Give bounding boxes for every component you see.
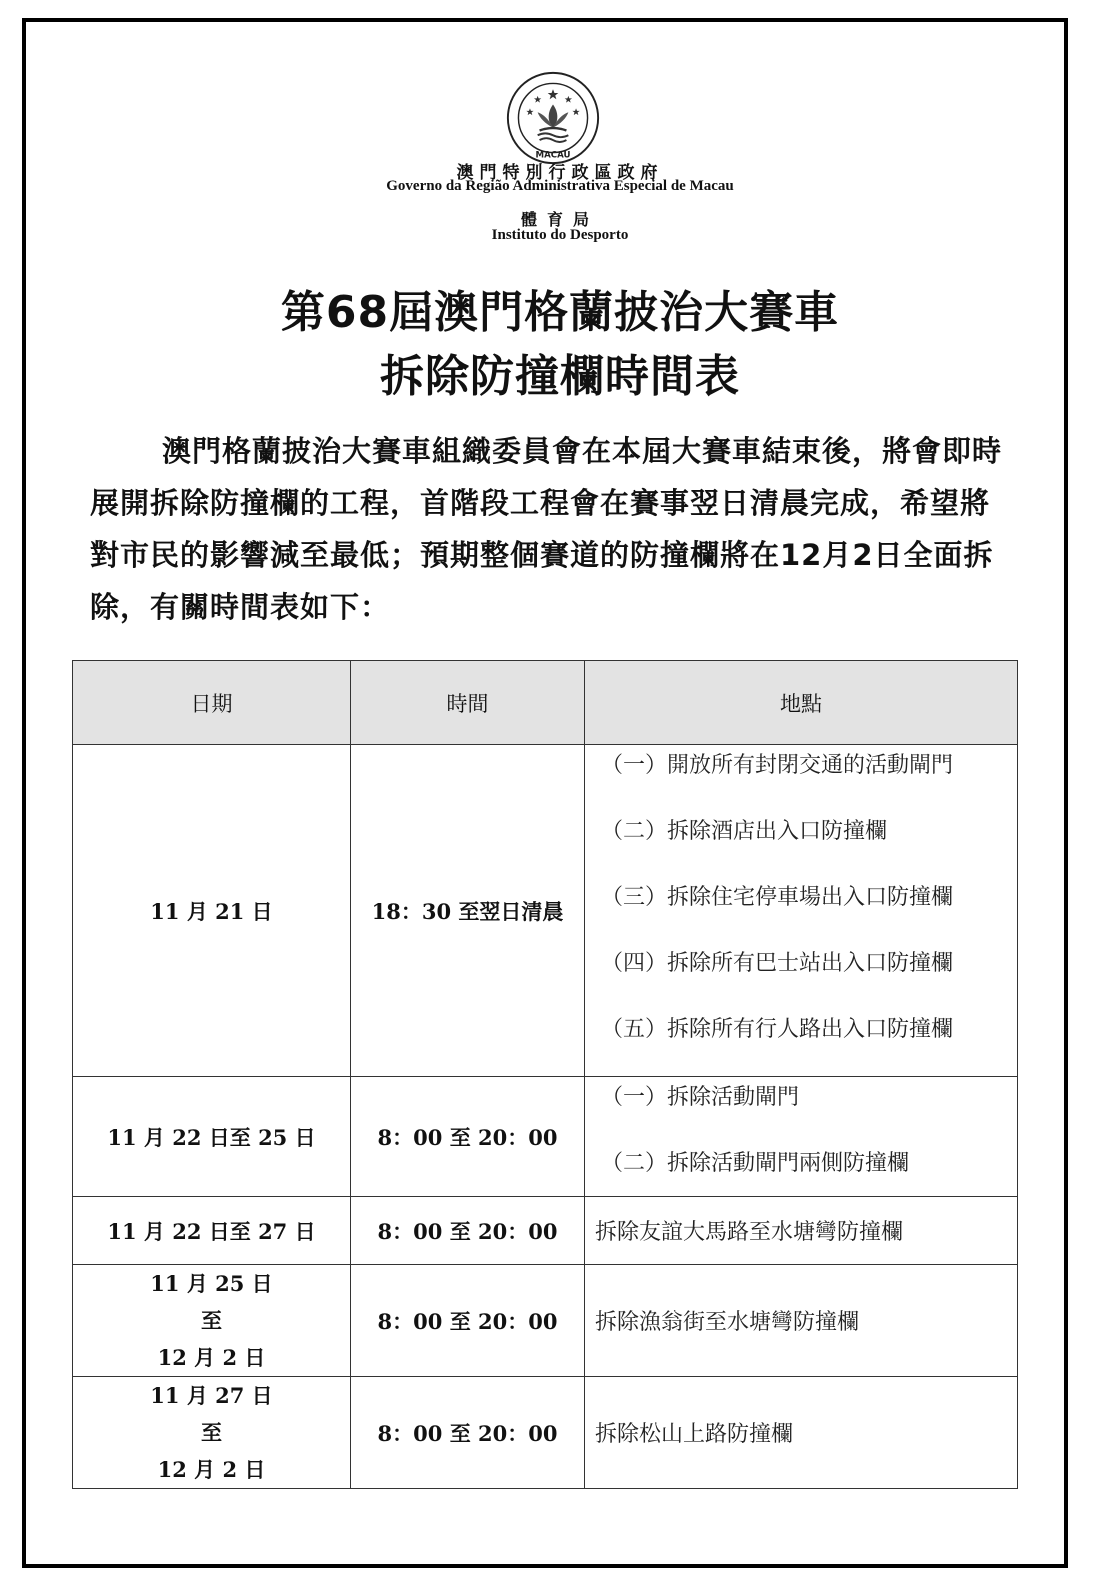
row-date: 11 月 22 日至 25 日	[73, 1077, 351, 1197]
header-time: 時間	[351, 661, 585, 745]
row-locations	[585, 1377, 1018, 1489]
table-row	[73, 1377, 1018, 1489]
location-item: （一）拆除活動閘門	[601, 1085, 800, 1110]
row-time: 8：00 至 20：00	[351, 1197, 585, 1265]
government-name-chinese: 澳門特別行政區政府	[456, 163, 664, 183]
row-locations	[585, 745, 1018, 1077]
document-title: 第68屆澳門格蘭披治大賽車	[280, 287, 840, 338]
institute-name-chinese: 體育局	[520, 210, 599, 229]
table-row	[73, 745, 1018, 1077]
location-item: （四）拆除所有巴士站出入口防撞欄	[601, 951, 954, 976]
government-name-portuguese: Governo da Região Administrativa Especial de Macau	[386, 178, 734, 194]
table-row	[73, 1265, 1018, 1377]
intro-paragraph: 澳門格蘭披治大賽車組織委員會在本屆大賽車結束後，將會即時展開拆除防撞欄的工程，首階段工程會在賽事翌日清晨完成，希望將對市民的影響減至最低；預期整個賽道的防撞欄將在12月2日全面拆除，有關時間表如下：	[90, 434, 1003, 624]
macau-emblem-icon	[505, 70, 601, 166]
row-time: 18：30 至翌日清晨	[351, 745, 585, 1077]
location-item: （二）拆除酒店出入口防撞欄	[601, 819, 888, 844]
document-subtitle: 拆除防撞欄時間表	[380, 351, 740, 402]
row-locations	[585, 1197, 1018, 1265]
header-date: 日期	[73, 661, 351, 745]
row-date: 11 月 25 日 至 12 月 2 日	[73, 1265, 351, 1377]
header-location: 地點	[585, 661, 1018, 745]
table-row	[73, 1197, 1018, 1265]
location-item: （一）開放所有封閉交通的活動閘門	[601, 753, 954, 778]
institute-name-portuguese: Instituto do Desporto	[491, 227, 629, 243]
location-item: 拆除漁翁街至水塘彎防撞欄	[595, 1310, 860, 1335]
emblem-text: MACAU	[535, 150, 571, 161]
location-item: （三）拆除住宅停車場出入口防撞欄	[601, 885, 954, 910]
row-date: 11 月 21 日	[73, 745, 351, 1077]
location-item: 拆除友誼大馬路至水塘彎防撞欄	[595, 1220, 904, 1245]
row-date: 11 月 27 日 至 12 月 2 日	[73, 1377, 351, 1489]
row-time: 8：00 至 20：00	[351, 1077, 585, 1197]
row-locations	[585, 1077, 1018, 1197]
location-item: 拆除松山上路防撞欄	[595, 1422, 794, 1447]
schedule-table	[72, 660, 1018, 1489]
table-header-row	[73, 661, 1018, 745]
row-time: 8：00 至 20：00	[351, 1265, 585, 1377]
row-locations	[585, 1265, 1018, 1377]
row-date: 11 月 22 日至 27 日	[73, 1197, 351, 1265]
location-item: （二）拆除活動閘門兩側防撞欄	[601, 1151, 910, 1176]
row-time: 8：00 至 20：00	[351, 1377, 585, 1489]
table-row	[73, 1077, 1018, 1197]
location-item: （五）拆除所有行人路出入口防撞欄	[601, 1017, 954, 1042]
